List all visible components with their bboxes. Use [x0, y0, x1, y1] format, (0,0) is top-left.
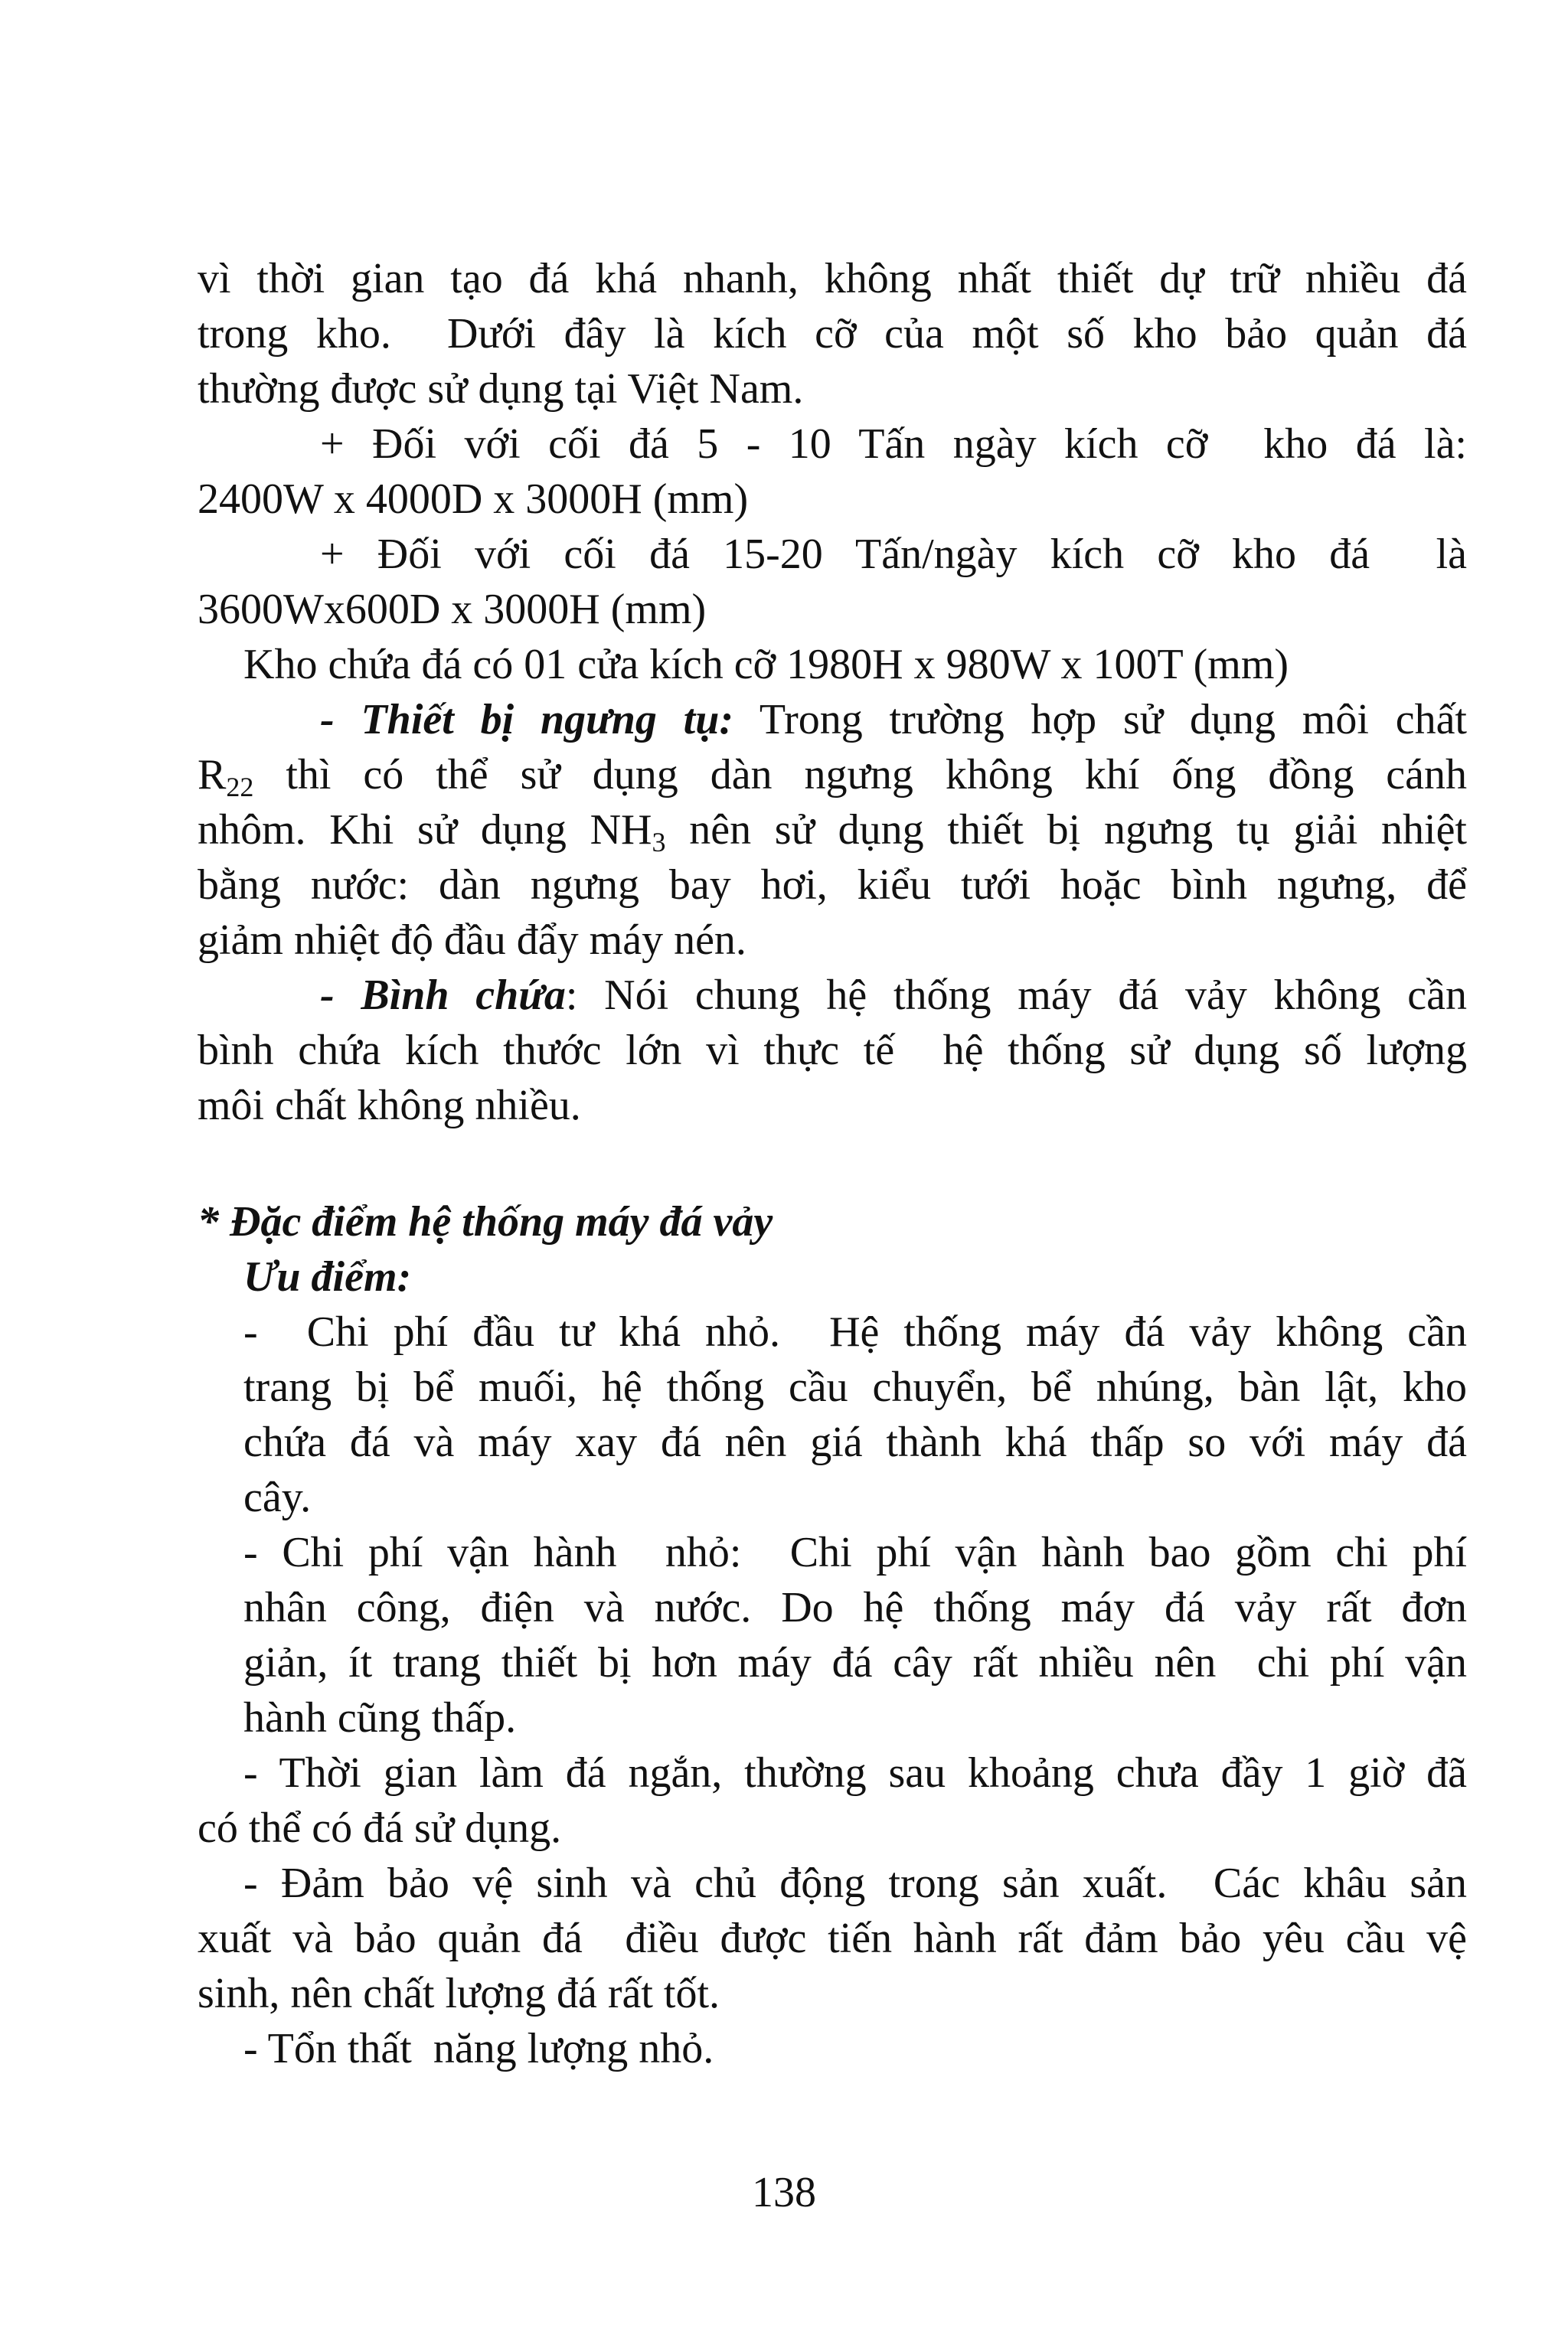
condenser-text: thì có thể sử dụng dàn ngưng không khí ống đồng cánh — [253, 751, 1467, 798]
refrigerant-subscript: 22 — [226, 772, 254, 802]
text-line: vì thời gian tạo đá khá nhanh, không nhất thiết dự trữ nhiều đá — [198, 255, 1467, 302]
section-heading: * Đặc điểm hệ thống máy đá vảy — [198, 1198, 773, 1246]
receiver-text: : Nói chung hệ thống máy đá vảy không cần — [565, 972, 1467, 1019]
text-line: 2400W x 4000D x 3000H (mm) — [198, 475, 749, 523]
list-item-line: trang bị bể muối, hệ thống cầu chuyển, bể nhúng, bàn lật, kho — [243, 1363, 1467, 1411]
receiver-label: - Bình chứa — [320, 972, 566, 1019]
list-item-line: - Đảm bảo vệ sinh và chủ động trong sản xuất. Các khâu sản — [243, 1860, 1467, 1907]
advantages-heading: Ưu điểm: — [243, 1253, 412, 1301]
text-line — [198, 747, 1467, 802]
page-number: 138 — [752, 2169, 816, 2216]
list-item-line: hành cũng thấp. — [243, 1694, 517, 1742]
list-item-line: - Thời gian làm đá ngắn, thường sau khoảng chưa đầy 1 giờ đã — [243, 1749, 1467, 1797]
list-item-line: nhân công, điện và nước. Do hệ thống máy đá vảy rất đơn — [243, 1584, 1467, 1631]
list-item-line: - Chi phí đầu tư khá nhỏ. Hệ thống máy đá vảy không cần — [243, 1308, 1467, 1356]
condenser-label: - Thiết bị ngưng tụ: — [320, 696, 734, 743]
text-line — [198, 802, 1467, 857]
text-line: môi chất không nhiều. — [198, 1082, 581, 1129]
text-line: bằng nước: dàn ngưng bay hơi, kiểu tưới hoặc bình ngưng, để — [198, 861, 1467, 909]
list-item-line: sinh, nên chất lượng đá rất tốt. — [198, 1970, 720, 2017]
list-item-line: giản, ít trang thiết bị hơn máy đá cây rất nhiều nên chi phí vận — [243, 1639, 1467, 1687]
text-line: + Đối với cối đá 15-20 Tấn/ngày kích cỡ kho đá là — [320, 531, 1467, 578]
list-item-line: - Tổn thất năng lượng nhỏ. — [243, 2025, 714, 2072]
text-line: bình chứa kích thước lớn vì thực tế hệ thống sử dụng số lượng — [198, 1027, 1467, 1074]
condenser-text: Trong trường hợp sử dụng môi chất — [733, 696, 1467, 743]
list-item-line: chứa đá và máy xay đá nên giá thành khá thấp so với máy đá — [243, 1419, 1467, 1466]
list-item-line: có thể có đá sử dụng. — [198, 1804, 562, 1852]
text-line: trong kho. Dưới đây là kích cỡ của một số kho bảo quản đá — [198, 310, 1467, 358]
condenser-text: nên sử dụng thiết bị ngưng tụ giải nhiệt — [665, 806, 1467, 854]
text-line — [320, 968, 1467, 1023]
text-line: thường được sử dụng tại Việt Nam. — [198, 365, 804, 413]
list-item-line: cây. — [243, 1474, 312, 1521]
list-item-line: xuất và bảo quản đá điều được tiến hành rất đảm bảo yêu cầu vệ — [198, 1915, 1467, 1962]
ammonia-subscript: 3 — [652, 827, 666, 857]
text-line: 3600Wx600D x 3000H (mm) — [198, 586, 707, 633]
text-line — [320, 692, 1467, 747]
text-line: + Đối với cối đá 5 - 10 Tấn ngày kích cỡ kho đá là: — [320, 420, 1467, 468]
list-item-line: - Chi phí vận hành nhỏ: Chi phí vận hành bao gồm chi phí — [243, 1529, 1467, 1576]
condenser-text: nhôm. Khi sử dụng NH — [198, 806, 652, 854]
text-line: Kho chứa đá có 01 cửa kích cỡ 1980H x 980W x 100T (mm) — [243, 641, 1289, 688]
refrigerant-r: R — [198, 751, 227, 798]
text-line: giảm nhiệt độ đầu đẩy máy nén. — [198, 916, 746, 964]
